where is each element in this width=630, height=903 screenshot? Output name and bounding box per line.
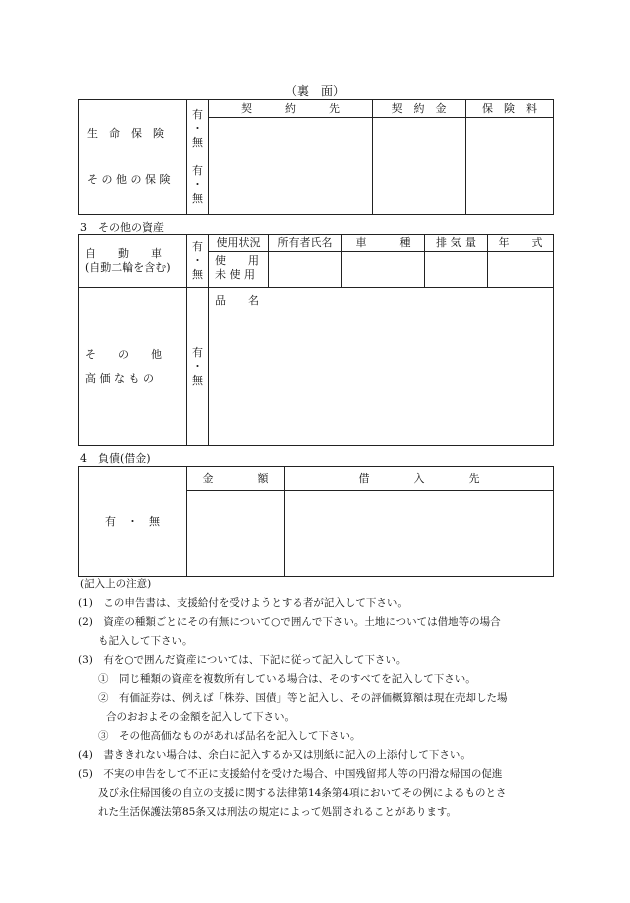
no-option[interactable]: 無	[192, 268, 203, 281]
other-assets-table	[78, 234, 554, 446]
yes-option[interactable]: 有	[192, 164, 203, 177]
note-item: (4) 書ききれない場合は、余白に記入するか又は別紙に記入の上添付して下さい。	[78, 749, 471, 761]
page-title: （裏 面）	[284, 84, 345, 98]
car-label-cell	[79, 235, 187, 288]
note-item-cont: れた生活保護法第85条又は刑法の規定によって処罰されることがあります。	[98, 806, 458, 818]
note-item: (1) この申告書は、支援給付を受けようとする者が記入して下さい。	[78, 597, 408, 609]
displacement-field[interactable]	[425, 252, 488, 288]
no-option[interactable]: 無	[192, 192, 203, 205]
no-option[interactable]: 無	[192, 373, 203, 387]
car-type-field[interactable]	[342, 252, 425, 288]
header-amount: 契 約 金	[373, 100, 466, 118]
note-item: (5) 不実の申告をして不正に支援給付を受けた場合、中国残留邦人等の円滑な帰国の促進	[78, 768, 503, 780]
header-debt-amount: 金 額	[187, 467, 285, 491]
note-subitem: ① 同じ種類の資産を複数所有している場合は、そのすべてを記入して下さい。	[98, 673, 476, 685]
notes-section	[78, 575, 564, 822]
car-label-note: (自動二輪を含む)	[85, 261, 171, 274]
other-valuables-label: そ の 他	[85, 347, 162, 361]
note-item-cont: 及び永住帰国後の自立の支援に関する法律第14条第4項においてその例によるものとさ	[98, 787, 507, 799]
yes-option[interactable]: 有	[192, 240, 203, 253]
item-name-label: 品 名	[215, 294, 259, 307]
no-option[interactable]: 無	[192, 136, 203, 149]
owner-field[interactable]	[269, 252, 342, 288]
section3-title: 3 その他の資産	[80, 221, 164, 234]
other-insurance-label: そ の 他 の 保 険	[87, 173, 171, 186]
other-valuables-yn-cell: 有 ・ 無	[187, 288, 209, 446]
insurance-table	[78, 99, 554, 215]
usage-options[interactable]	[209, 252, 269, 288]
header-displacement: 排 気 量	[425, 235, 488, 252]
lender-field[interactable]	[285, 491, 554, 577]
debt-yn-cell[interactable]	[79, 467, 187, 577]
car-label: 自 動 車	[85, 247, 162, 260]
header-contract: 契 約 先	[209, 100, 373, 118]
item-name-field[interactable]	[209, 288, 554, 446]
note-subitem: ③ その他高価なものがあれば品名を記入して下さい。	[98, 730, 361, 742]
usage-in-use[interactable]: 使 用	[215, 254, 259, 267]
other-valuables-label-cell	[79, 288, 187, 446]
header-car-type: 車 種	[342, 235, 425, 252]
note-subitem-cont: 合のおおよその金額を記入して下さい。	[106, 711, 295, 723]
header-usage: 使用状況	[209, 235, 269, 252]
premium-field[interactable]	[466, 118, 554, 215]
amount-field[interactable]	[373, 118, 466, 215]
header-owner: 所有者氏名	[269, 235, 342, 252]
debt-amount-field[interactable]	[187, 491, 285, 577]
header-year: 年 式	[488, 235, 554, 252]
insurance-label-cell	[79, 100, 187, 215]
yes-option[interactable]: 有	[192, 108, 203, 121]
year-field[interactable]	[488, 252, 554, 288]
debt-yes-no[interactable]: 有 ・ 無	[105, 514, 160, 528]
debt-table	[78, 466, 554, 577]
contract-field[interactable]	[209, 118, 373, 215]
yes-option[interactable]: 有	[192, 345, 203, 359]
note-item: (2) 資産の種類ごとにその有無について○で囲んで下さい。土地については借地等の場合	[78, 616, 501, 628]
note-item-cont: も記入して下さい。	[98, 635, 193, 647]
insurance-yn-cell: 有 ・ 無 有 ・ 無	[187, 100, 209, 215]
usage-not-in-use[interactable]: 未 使 用	[215, 268, 255, 281]
note-subitem: ② 有価証券は、例えば「株券、国債」等と記入し、その評価概算額は現在売却した場	[98, 692, 508, 704]
section4-title: 4 負債(借金)	[80, 452, 151, 465]
header-lender: 借 入 先	[285, 467, 554, 491]
notes-heading: (記入上の注意)	[80, 578, 152, 590]
life-insurance-label: 生 命 保 険	[87, 127, 164, 140]
header-premium: 保 険 料	[466, 100, 554, 118]
note-item: (3) 有を○で囲んだ資産については、下記に従って記入して下さい。	[78, 654, 407, 666]
other-valuables-label-2: 高 価 な も の	[85, 371, 154, 385]
car-yn-cell: 有 ・ 無	[187, 235, 209, 288]
